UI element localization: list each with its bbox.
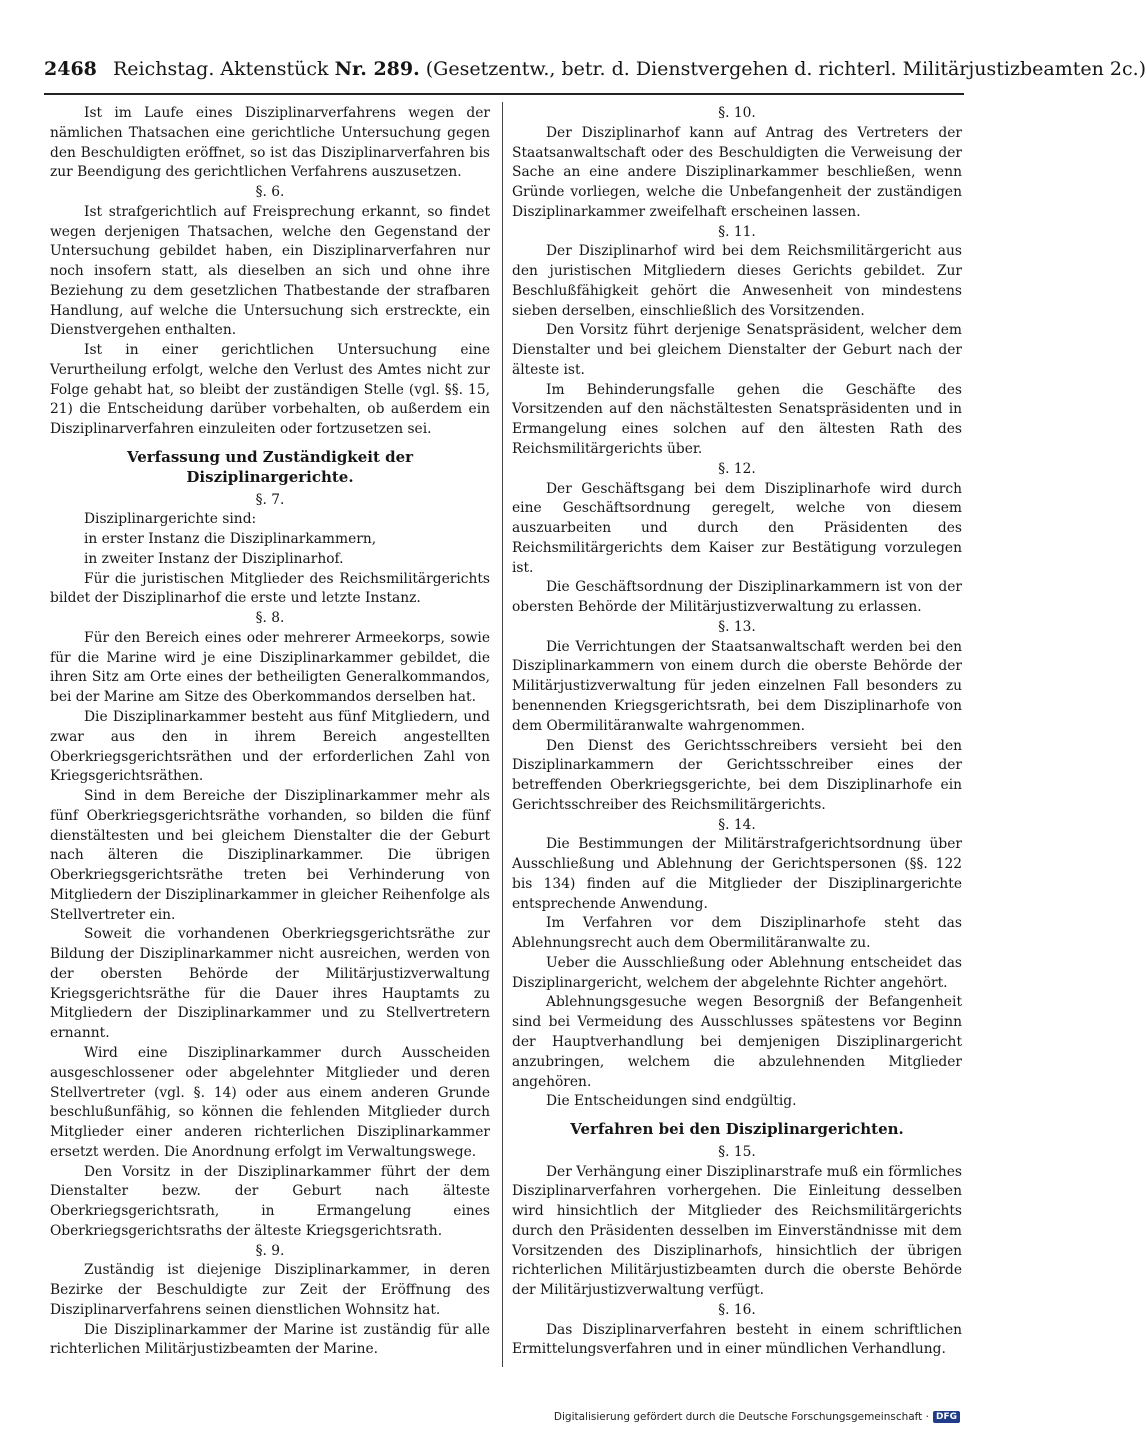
paragraph: Die Bestimmungen der Militärstrafgerichtsordnung über Ausschließung und Ablehnung der Gerichtspersonen (§§. 122 bis 134) finden auf die Mitglieder der Disziplinargerichte entsprechende Anwendung.	[512, 836, 962, 912]
instance-list	[50, 530, 490, 570]
right-column	[512, 104, 962, 1360]
running-header	[44, 58, 1146, 92]
section-number: §. 7.	[255, 491, 285, 508]
paragraph: Die Entscheidungen sind endgültig.	[546, 1093, 797, 1110]
chapter-heading: Verfassung und Zuständigkeit der Disziplinargerichte.	[126, 448, 414, 486]
left-column	[50, 104, 490, 1360]
paragraph: Die Disziplinarkammer der Marine ist zuständig für alle richterlichen Militärjustizbeamten der Marine.	[50, 1321, 490, 1358]
section-number: §. 8.	[255, 610, 285, 627]
column-divider	[502, 102, 503, 1367]
chapter-heading: Verfahren bei den Disziplinargerichten.	[570, 1120, 904, 1139]
section-number: §. 13.	[718, 618, 756, 635]
list-item: in erster Instanz die Disziplinarkammern,	[84, 531, 377, 548]
paragraph: Wird eine Disziplinarkammer durch Ausscheiden ausgeschlossener oder abgelehnter Mitglieder und deren Stellvertreter (vgl. §. 14) oder aus einem anderen Grunde beschlußunfähig, so können die fehlenden Mitglieder durch Mitglieder einer anderen richterlichen Disziplinarkammer ersetzt werden. Die Anordnung erfolgt im Verwaltungswege.	[50, 1044, 490, 1160]
paragraph: Soweit die vorhandenen Oberkriegsgerichtsräthe zur Bildung der Disziplinarkammer nicht ausreichen, werden von der obersten Behörde der Militärjustizverwaltung Kriegsgerichtsräthe für die Dauer ihres Hauptamts zu Mitgliedern der Disziplinarkammer und zu Stellvertretern ernannt.	[50, 926, 490, 1042]
paragraph: Die Geschäftsordnung der Disziplinarkammern ist von der obersten Behörde der Militärjustizverwaltung zu erlassen.	[512, 579, 962, 616]
paragraph: Den Vorsitz führt derjenige Senatspräsident, welcher dem Dienstalter und bei gleichem Dienstalter der Geburt nach der älteste ist.	[512, 322, 962, 378]
dfg-logo: DFG	[933, 1411, 960, 1423]
paragraph: Der Verhängung einer Disziplinarstrafe muß ein förmliches Disziplinarverfahren vorhergehen. Die Einleitung desselben wird hinsichtlich der Mitglieder des Reichsmilitärgerichts durch den Präsidenten desselben im Einverständnisse mit dem Vorsitzenden des Disziplinarhofs, hinsichtlich der übrigen richterlichen Militärjustizbeamten durch die oberste Behörde der Militärjustizverwaltung verfügt.	[512, 1163, 962, 1299]
list-item: in zweiter Instanz der Disziplinarhof.	[84, 550, 344, 567]
section-number: §. 10.	[718, 105, 756, 121]
section-number: §. 6.	[255, 184, 285, 201]
section-number: §. 11.	[718, 223, 756, 240]
paragraph: Die Verrichtungen der Staatsanwaltschaft werden bei den Disziplinarkammern von einem durch die oberste Behörde der Militärjustizverwaltung für jeden einzelnen Fall besonders zu benennenden Kriegsgerichtsrath, bei dem Disziplinarhofe von dem Obermilitäranwalte wahrgenommen.	[512, 638, 962, 734]
page-number: 2468	[44, 58, 97, 80]
digitization-credit	[554, 1411, 960, 1423]
paragraph: Im Verfahren vor dem Disziplinarhofe steht das Ablehnungsrecht auch dem Obermilitäranwalte zu.	[512, 915, 962, 952]
document-number: Nr. 289.	[334, 58, 420, 80]
section-number: §. 9.	[255, 1242, 285, 1259]
paragraph: Den Dienst des Gerichtsschreibers versieht bei den Disziplinarkammern der Gerichtsschreiber eines der betreffenden Oberkriegsgerichte, bei dem Disziplinarhofe ein Gerichtsschreiber des Reichsmilitärgerichts.	[512, 737, 962, 813]
paragraph: Zuständig ist diejenige Disziplinarkammer, in deren Bezirke der Beschuldigte zur Zeit der Eröffnung des Disziplinarverfahrens seinen dienstlichen Wohnsitz hat.	[50, 1262, 490, 1318]
credit-text: Digitalisierung gefördert durch die Deutsche Forschungsgemeinschaft ·	[553, 1411, 929, 1423]
paragraph: Der Disziplinarhof kann auf Antrag des Vertreters der Staatsanwaltschaft oder des Beschuldigten die Verweisung der Sache an eine andere Disziplinarkammer beschließen, wenn Gründe vorliegen, welche die Unbefangenheit der zuständigen Disziplinarkammer zweifelhaft erscheinen lassen.	[512, 124, 962, 220]
paragraph: Für die juristischen Mitglieder des Reichsmilitärgerichts bildet der Disziplinarhof die erste und letzte Instanz.	[50, 570, 490, 607]
paragraph: Ist strafgerichtlich auf Freisprechung erkannt, so findet wegen derjenigen Thatsachen, welche den Gegenstand der Untersuchung gebildet haben, ein Disziplinarverfahren nur noch insofern statt, als dieselben an sich und ohne ihre Beziehung zu dem gesetzlichen Thatbestande der strafbaren Handlung, auf welche die Untersuchung sich erstreckte, ein Dienstvergehen enthalten.	[50, 203, 490, 339]
header-rule	[44, 93, 964, 95]
section-number: §. 15.	[718, 1143, 756, 1160]
paragraph: Die Disziplinarkammer besteht aus fünf Mitgliedern, und zwar aus den in ihrem Bereich angestellten Oberkriegsgerichtsräthen und der erforderlichen Zahl von Kriegsgerichtsräthen.	[50, 708, 490, 785]
section-number: §. 14.	[718, 816, 756, 833]
header-subject: (Gesetzentw., betr. d. Dienstvergehen d. richterl. Militärjustizbeamten 2c.)	[425, 58, 1146, 80]
paragraph: Den Vorsitz in der Disziplinarkammer führt der dem Dienstalter bezw. der Geburt nach älteste Oberkriegsgerichtsrath, in Ermangelung eines Oberkriegsgerichtsraths der älteste Kriegsgerichtsrath.	[50, 1163, 490, 1239]
paragraph: Ist in einer gerichtlichen Untersuchung eine Verurtheilung erfolgt, welche den Verlust des Amtes nicht zur Folge gehabt hat, so bleibt der zuständigen Stelle (vgl. §§. 15, 21) die Entscheidung darüber vorbehalten, ob außerdem ein Disziplinarverfahren einzuleiten oder fortzusetzen sei.	[50, 342, 490, 438]
section-number: §. 16.	[718, 1301, 756, 1318]
paragraph: Disziplinargerichte sind:	[84, 511, 257, 528]
paragraph: Ablehnungsgesuche wegen Besorgniß der Befangenheit sind bei Vermeidung des Ausschlusses spätestens vor Beginn der Hauptverhandlung bei demjenigen Disziplinargericht anzubringen, welchem die abzulehnenden Mitglieder angehören.	[512, 994, 962, 1090]
header-running-title: Reichstag. Aktenstück	[112, 58, 329, 80]
section-number: §. 12.	[718, 460, 756, 477]
paragraph: Im Behinderungsfalle gehen die Geschäfte des Vorsitzenden auf den nächstältesten Senatspräsidenten und in Ermangelung eines solchen auf den ältesten Rath des Reichsmilitärgerichts über.	[512, 381, 962, 458]
paragraph: Der Geschäftsgang bei dem Disziplinarhofe wird durch eine Geschäftsordnung geregelt, welche von diesem auszuarbeiten und durch den Präsidenten des Reichsmilitärgerichts dem Kaiser zur Bestätigung vorzulegen ist.	[512, 480, 962, 576]
paragraph: Ist im Laufe eines Disziplinarverfahrens wegen der nämlichen Thatsachen eine gerichtliche Untersuchung gegen den Beschuldigten eröffnet, so ist das Disziplinarverfahren bis zur Beendigung des gerichtlichen Verfahrens auszusetzen.	[50, 105, 490, 181]
paragraph: Das Disziplinarverfahren besteht in einem schriftlichen Ermittelungsverfahren und in einer mündlichen Verhandlung.	[512, 1321, 962, 1358]
paragraph: Sind in dem Bereiche der Disziplinarkammer mehr als fünf Oberkriegsgerichtsräthe vorhanden, so bilden die fünf dienstältesten und bei gleichem Dienstalter die der Geburt nach älteren die Disziplinarkammer. Die übrigen Oberkriegsgerichtsräthe treten bei Verhinderung von Mitgliedern der Disziplinarkammer in gleicher Reihenfolge als Stellvertreter ein.	[50, 788, 490, 923]
paragraph: Für den Bereich eines oder mehrerer Armeekorps, sowie für die Marine wird je eine Disziplinarkammer gebildet, die ihren Sitz am Orte eines der betheiligten Generalkommandos, bei der Marine am Sitze des Oberkommandos derselben hat.	[50, 629, 490, 706]
paragraph: Der Disziplinarhof wird bei dem Reichsmilitärgericht aus den juristischen Mitgliedern dieses Gerichts gebildet. Zur Beschlußfähigkeit gehört die Anwesenheit von mindestens sieben derselben, einschließlich des Vorsitzenden.	[512, 243, 962, 319]
paragraph: Ueber die Ausschließung oder Ablehnung entscheidet das Disziplinargericht, welchem der abgelehnte Richter angehört.	[512, 954, 962, 991]
